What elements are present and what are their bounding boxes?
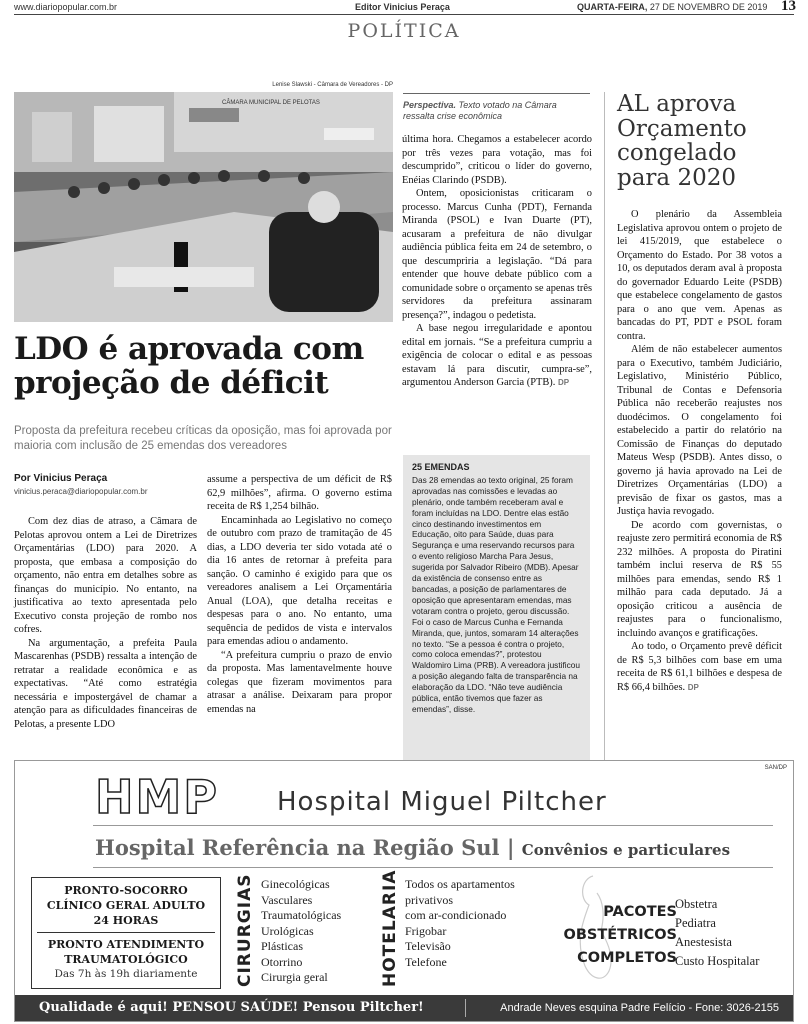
list-item: Custo Hospitalar <box>675 954 760 968</box>
headline-line-1: LDO é aprovada com <box>14 331 364 367</box>
paragraph <box>402 322 592 390</box>
page-header <box>0 0 808 50</box>
footer-divider <box>465 999 466 1017</box>
headline-line-2: projeção de déficit <box>14 365 329 401</box>
article-column-3 <box>402 133 592 390</box>
list-item: Pediatra <box>675 916 716 930</box>
cirurgias-list <box>261 877 341 986</box>
article-column-1 <box>14 515 197 731</box>
page-number: 13 <box>781 0 796 14</box>
ad-credit: SAN/DP <box>764 765 787 771</box>
paragraph: Encaminhada ao Legislativo no começo de outubro com prazo de tramitação de 45 dias, a LDO deveria ter sido votada até o dia 16 antes de retornar à prefeita para sanção. O caminho é exigido para que os vereadores analisem a Lei Orçamentária Anual (LOA), que detalha receitas e despesas para o ano. No entanto, uma sequência de pedidos de vista e intervalos para emendas adiou o andamento. <box>207 514 392 647</box>
paragraph: Na argumentação, a prefeita Paula Mascarenhas (PSDB) ressalta a intenção de retratar a realidade econômica e as expectativas. “Até como estratégia necessária e impostergável de chamar a atenção para as dificuldades financeiras de Pelotas, a presente LDO <box>14 637 197 730</box>
pa-title-line: PRONTO ATENDIMENTO <box>47 938 205 951</box>
pa-title <box>37 937 215 967</box>
right-article-body <box>617 208 782 694</box>
ps-title <box>37 883 215 913</box>
caption-label: Perspectiva. <box>403 100 457 110</box>
paragraph-text: A base negou irregularidade e apontou edital em jornais. “Se a prefeitura cumpriu a exigência de colocar o edital e as pessoas estavam lá para discutir, cumpra-se”, argumentou Anderson Garcia (PTB). <box>402 323 592 388</box>
paragraph: Além de não estabelecer aumentos para o Executivo, também Judiciário, Legislativo, Ministério Público, Tribunal de Contas e Defensoria Pública não receberão reajustes nos duodécimos. O congelamento foi estabelecido a partir do relatório na Comissão de Finanças do deputado Mateus Wesp (PSDB). Antes disso, o governo já havia aprovado na Lei de Diretrizes Orçamentárias (LDO) a previsão de fixar os gastos, mas a Justiça havia revogado. <box>617 344 782 517</box>
list-item: Ginecológicas <box>261 877 330 891</box>
list-item: Frigobar <box>405 923 447 938</box>
list-item: Anestesista <box>675 935 732 949</box>
council-chamber-illustration <box>14 92 393 322</box>
hotelaria-list <box>405 877 515 970</box>
ps-title-line: CLÍNICO GERAL ADULTO <box>46 899 206 912</box>
ad-divider <box>93 825 773 826</box>
right-headline: AL aprova Orçamento congelado para 2020 <box>617 91 747 191</box>
hmp-logo <box>93 773 263 819</box>
ps-title-line: PRONTO-SOCORRO <box>64 884 188 897</box>
paragraph: “A prefeitura cumpriu o prazo de envio da proposta. Mas lamentavelmente houve colegas que fizeram movimentos para atrasar a análise. Deixaram para propor emendas na <box>207 649 392 715</box>
ad-address: Andrade Neves esquina Padre Felício - Fone: 3026-2155 <box>500 1002 779 1014</box>
date-rest: 27 DE NOVEMBRO DE 2019 <box>647 2 768 12</box>
pa-title-line: TRAUMATOLÓGICO <box>64 953 188 966</box>
list-item: Vasculares <box>261 892 313 907</box>
pacotes-line: COMPLETOS <box>577 950 677 966</box>
paragraph: De acordo com governistas, o reajuste zero permitirá economia de R$ 232 milhões. A proposta do Piratini também inclui reserva de R$ 55 milhões para emendas, sendo R$ 1 milhão para cada deputado. Já a oposição criticou a ausência de reajustes para o funcionalismo, incluindo avanços e gratificações. <box>617 519 782 639</box>
pacotes-line: PACOTES <box>603 904 677 920</box>
list-item: Urológicas <box>261 923 314 938</box>
reference-line: Hospital Referência na Região Sul | Convênios e particulares <box>95 835 731 860</box>
editor-line: Editor Vinicius Peraça <box>355 2 450 12</box>
list-item: Telefone <box>405 954 447 969</box>
photo-credit: Lenise Slawski - Câmara de Vereadores - DP <box>272 82 393 88</box>
list-item: Cirurgia geral <box>261 970 328 984</box>
list-item: Traumatológicas <box>261 908 342 922</box>
council-photo <box>14 92 393 322</box>
sidebar-box <box>403 455 590 768</box>
column-divider <box>604 92 605 768</box>
dp-tag: DP <box>557 378 570 387</box>
list-item: Obstetra <box>675 897 718 911</box>
header-rule <box>14 14 794 15</box>
pacotes-list <box>675 895 759 971</box>
ad-slogan: Qualidade é aqui! PENSOU SAÚDE! Pensou Piltcher! <box>39 1000 424 1015</box>
hotelaria-label: HOTELARIA <box>380 869 400 987</box>
paragraph: Com dez dias de atraso, a Câmara de Pelotas aprovou ontem a Lei de Diretrizes Orçamentárias (LDO) para 2020. A proposta, que embasa a composição do orçamento, não entra em detalhes sobre as finanças do município. No entanto, na justificativa ao texto apresentada pelo Executivo consta projeção de rombo nos cofres. <box>14 516 197 635</box>
ad-footer <box>15 995 793 1021</box>
date-line <box>577 2 767 12</box>
list-item: Todos os apartamentos <box>405 877 515 891</box>
byline-email[interactable]: vinicius.peraca@diariopopular.com.br <box>14 487 148 496</box>
reference-subtext: Convênios e particulares <box>521 841 731 859</box>
paragraph: assume a perspectiva de um déficit de R$ 62,9 milhões”, afirma. O governo estima receita de R$ 1,254 bilhão. <box>207 474 392 512</box>
site-url[interactable]: www.diariopopular.com.br <box>14 2 118 12</box>
sidebar-title: 25 EMENDAS <box>412 462 470 472</box>
pacotes-block <box>547 901 677 970</box>
paragraph <box>617 640 782 694</box>
date-day: QUARTA-FEIRA, <box>577 2 648 12</box>
ps-hours: 24 HORAS <box>93 914 159 927</box>
main-headline <box>14 332 394 400</box>
ps-divider <box>37 932 215 933</box>
cirurgias-label: CIRURGIAS <box>235 873 255 987</box>
caption-text: Texto votado na Câmara ressalta crise econômica <box>403 100 557 121</box>
list-item: com ar-condicionado <box>405 908 507 922</box>
photo-caption <box>403 100 588 122</box>
pacotes-line: OBSTÉTRICOS <box>563 927 677 943</box>
hospital-name: Hospital Miguel Piltcher <box>277 787 607 817</box>
chamber-wall-sign: CÂMARA MUNICIPAL DE PELOTAS <box>222 100 320 106</box>
hmp-logo-text: HMP <box>95 773 219 819</box>
hospital-advertisement[interactable] <box>14 760 794 1022</box>
paragraph: Ontem, oposicionistas criticaram o processo. Marcus Cunha (PDT), Fernanda Miranda (PSOL) e Ivan Duarte (PT), acusaram a prefeitura de não divulgar audiência pública feita em 24 de setembro, o que descumpriria a legislação. “Dá para entender que houve debate público com a comunidade sobre o orçamento se apenas três servidores da prefeitura assinaram presença?”, indagou o pedetista. <box>402 188 592 321</box>
byline: Por Vinicius Peraça <box>14 473 108 484</box>
dp-tag: DP <box>687 682 699 692</box>
list-item: privativos <box>405 892 453 907</box>
list-item: Plásticas <box>261 939 303 953</box>
article-column-2 <box>207 473 392 716</box>
caption-rule <box>403 93 590 94</box>
paragraph: última hora. Chegamos a estabelecer acordo por três vezes para votação, mas foi descumprido”, criticou o líder do governo, Enéias Clarindo (PSDB). <box>402 134 592 186</box>
list-item: Televisão <box>405 939 451 953</box>
main-subhead: Proposta da prefeitura recebeu críticas da oposição, mas foi aprovada por maioria com inclusão de 25 emendas dos vereadores <box>14 425 392 452</box>
ad-divider <box>93 867 773 868</box>
sidebar-text: Das 28 emendas ao texto original, 25 foram aprovadas nas comissões e levadas ao plenário, onde também receberam aval e foram incluídas na LDO. Dentre elas estão cinco destinando investimentos em Educação, oito para Saúde, duas para Segurança e uma reservando recursos para o evento religioso Marcha Para Jesus, sugerida por Salvador Ribeiro (MDB). Apesar da existência de consenso entre as bancadas, a posição de parlamentares de oposição que apresentaram emendas, mas votaram contra o projeto, gerou discussão. Foi o caso de Marcus Cunha e Fernanda Miranda, que, juntos, somaram 14 alterações no texto. “Se a pessoa é contra o projeto, como coloca emendas?”, protestou Waldomiro Lima (PRB). A vereadora justificou a posição alegando falta de transparência na elaboração da LDO. “Não teve audiência pública, então tivemos que fazer as emendas”, disse. <box>412 474 580 714</box>
section-title: POLÍTICA <box>347 20 461 42</box>
pa-hours: Das 7h às 19h diariamente <box>54 968 198 980</box>
reference-text: Hospital Referência na Região Sul <box>95 835 500 860</box>
emergency-box <box>31 877 221 989</box>
paragraph-text: Ao todo, o Orçamento prevê déficit de R$ 5,3 bilhões com base em uma receita de R$ 61,1 bilhões e despesa de R$ 66,4 bilhões. <box>617 641 782 693</box>
list-item: Otorrino <box>261 954 303 969</box>
paragraph: O plenário da Assembleia Legislativa aprovou ontem o projeto de lei 415/2019, que estabelece o Orçamento do Estado. Por 38 votos a 10, os deputados deram aval à proposta do governador Eduardo Leite (PSDB) que estabelece congelamento de gastos para o ano que vem. Apenas as bancadas do PT, PDT e PSOL foram contra. <box>617 209 782 342</box>
